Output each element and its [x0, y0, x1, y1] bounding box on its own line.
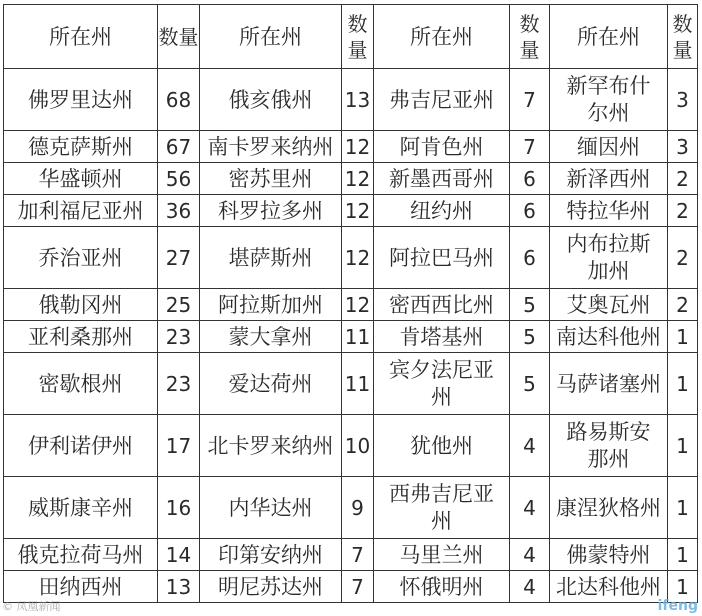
- count-cell: 7: [342, 571, 374, 603]
- count-cell: 6: [510, 227, 550, 289]
- count-cell: 6: [510, 195, 550, 227]
- count-cell: 23: [158, 353, 200, 415]
- state-cell: 西弗吉尼亚州: [374, 477, 510, 539]
- count-cell: 1: [668, 477, 698, 539]
- state-cell: 佛罗里达州: [4, 69, 158, 131]
- state-cell: 特拉华州: [550, 195, 668, 227]
- state-cell: 加利福尼亚州: [4, 195, 158, 227]
- state-cell: 亚利桑那州: [4, 321, 158, 353]
- count-cell: 1: [668, 571, 698, 603]
- count-cell: 12: [342, 163, 374, 195]
- header-state: 所在州: [550, 5, 668, 69]
- count-cell: 12: [342, 131, 374, 163]
- count-cell: 6: [510, 163, 550, 195]
- state-cell: 纽约州: [374, 195, 510, 227]
- table-row: [4, 539, 698, 571]
- state-cell: 俄亥俄州: [200, 69, 342, 131]
- header-count: 数量: [342, 5, 374, 69]
- count-cell: 25: [158, 289, 200, 321]
- count-cell: 12: [342, 195, 374, 227]
- state-count-table: [3, 4, 698, 603]
- state-cell: 路易斯安那州: [550, 415, 668, 477]
- state-cell: 堪萨斯州: [200, 227, 342, 289]
- state-cell: 华盛顿州: [4, 163, 158, 195]
- state-cell: 印第安纳州: [200, 539, 342, 571]
- state-cell: 蒙大拿州: [200, 321, 342, 353]
- header-state: 所在州: [200, 5, 342, 69]
- count-cell: 1: [668, 415, 698, 477]
- table-row: [4, 289, 698, 321]
- count-cell: 1: [668, 321, 698, 353]
- count-cell: 56: [158, 163, 200, 195]
- state-cell: 俄克拉荷马州: [4, 539, 158, 571]
- table-row: [4, 353, 698, 415]
- state-cell: 艾奥瓦州: [550, 289, 668, 321]
- state-cell: 爱达荷州: [200, 353, 342, 415]
- count-cell: 7: [342, 539, 374, 571]
- state-cell: 田纳西州: [4, 571, 158, 603]
- header-state: 所在州: [374, 5, 510, 69]
- count-cell: 3: [668, 131, 698, 163]
- table-row: [4, 131, 698, 163]
- count-cell: 9: [342, 477, 374, 539]
- state-cell: 犹他州: [374, 415, 510, 477]
- state-cell: 内华达州: [200, 477, 342, 539]
- state-cell: 俄勒冈州: [4, 289, 158, 321]
- state-cell: 怀俄明州: [374, 571, 510, 603]
- count-cell: 5: [510, 289, 550, 321]
- count-cell: 16: [158, 477, 200, 539]
- table-row: [4, 195, 698, 227]
- header-state: 所在州: [4, 5, 158, 69]
- state-cell: 明尼苏达州: [200, 571, 342, 603]
- state-cell: 佛蒙特州: [550, 539, 668, 571]
- count-cell: 1: [668, 353, 698, 415]
- count-cell: 2: [668, 289, 698, 321]
- count-cell: 3: [668, 69, 698, 131]
- state-cell: 北卡罗来纳州: [200, 415, 342, 477]
- table-row: [4, 227, 698, 289]
- table-row: [4, 571, 698, 603]
- count-cell: 5: [510, 321, 550, 353]
- count-cell: 67: [158, 131, 200, 163]
- table-row: [4, 163, 698, 195]
- state-cell: 密西西比州: [374, 289, 510, 321]
- count-cell: 1: [668, 539, 698, 571]
- table-row: [4, 321, 698, 353]
- table-row: [4, 69, 698, 131]
- state-cell: 肯塔基州: [374, 321, 510, 353]
- state-cell: 乔治亚州: [4, 227, 158, 289]
- count-cell: 17: [158, 415, 200, 477]
- state-cell: 阿拉巴马州: [374, 227, 510, 289]
- count-cell: 7: [510, 131, 550, 163]
- state-cell: 新泽西州: [550, 163, 668, 195]
- state-cell: 新墨西哥州: [374, 163, 510, 195]
- state-cell: 阿肯色州: [374, 131, 510, 163]
- count-cell: 14: [158, 539, 200, 571]
- header-count: 数量: [510, 5, 550, 69]
- count-cell: 12: [342, 227, 374, 289]
- count-cell: 4: [510, 477, 550, 539]
- state-cell: 伊利诺伊州: [4, 415, 158, 477]
- count-cell: 36: [158, 195, 200, 227]
- count-cell: 68: [158, 69, 200, 131]
- state-cell: 弗吉尼亚州: [374, 69, 510, 131]
- table-row: [4, 477, 698, 539]
- count-cell: 5: [510, 353, 550, 415]
- count-cell: 2: [668, 227, 698, 289]
- table-row: [4, 415, 698, 477]
- state-cell: 康涅狄格州: [550, 477, 668, 539]
- count-cell: 4: [510, 539, 550, 571]
- state-cell: 南卡罗来纳州: [200, 131, 342, 163]
- count-cell: 7: [510, 69, 550, 131]
- watermark-logo: ifeng: [657, 598, 698, 614]
- state-cell: 宾夕法尼亚州: [374, 353, 510, 415]
- state-cell: 密苏里州: [200, 163, 342, 195]
- watermark-left: © 凤凰新闻: [2, 600, 61, 613]
- header-count: 数量: [158, 5, 200, 69]
- count-cell: 23: [158, 321, 200, 353]
- count-cell: 4: [510, 415, 550, 477]
- header-count: 数量: [668, 5, 698, 69]
- count-cell: 11: [342, 321, 374, 353]
- state-cell: 德克萨斯州: [4, 131, 158, 163]
- state-cell: 缅因州: [550, 131, 668, 163]
- state-cell: 密歇根州: [4, 353, 158, 415]
- count-cell: 10: [342, 415, 374, 477]
- count-cell: 2: [668, 163, 698, 195]
- state-cell: 科罗拉多州: [200, 195, 342, 227]
- state-cell: 阿拉斯加州: [200, 289, 342, 321]
- header-row: [4, 5, 698, 69]
- state-cell: 内布拉斯加州: [550, 227, 668, 289]
- state-cell: 新罕布什尔州: [550, 69, 668, 131]
- count-cell: 13: [158, 571, 200, 603]
- count-cell: 27: [158, 227, 200, 289]
- count-cell: 12: [342, 289, 374, 321]
- state-cell: 威斯康辛州: [4, 477, 158, 539]
- state-cell: 南达科他州: [550, 321, 668, 353]
- state-cell: 马里兰州: [374, 539, 510, 571]
- state-cell: 北达科他州: [550, 571, 668, 603]
- state-cell: 马萨诸塞州: [550, 353, 668, 415]
- count-cell: 13: [342, 69, 374, 131]
- count-cell: 11: [342, 353, 374, 415]
- count-cell: 2: [668, 195, 698, 227]
- count-cell: 4: [510, 571, 550, 603]
